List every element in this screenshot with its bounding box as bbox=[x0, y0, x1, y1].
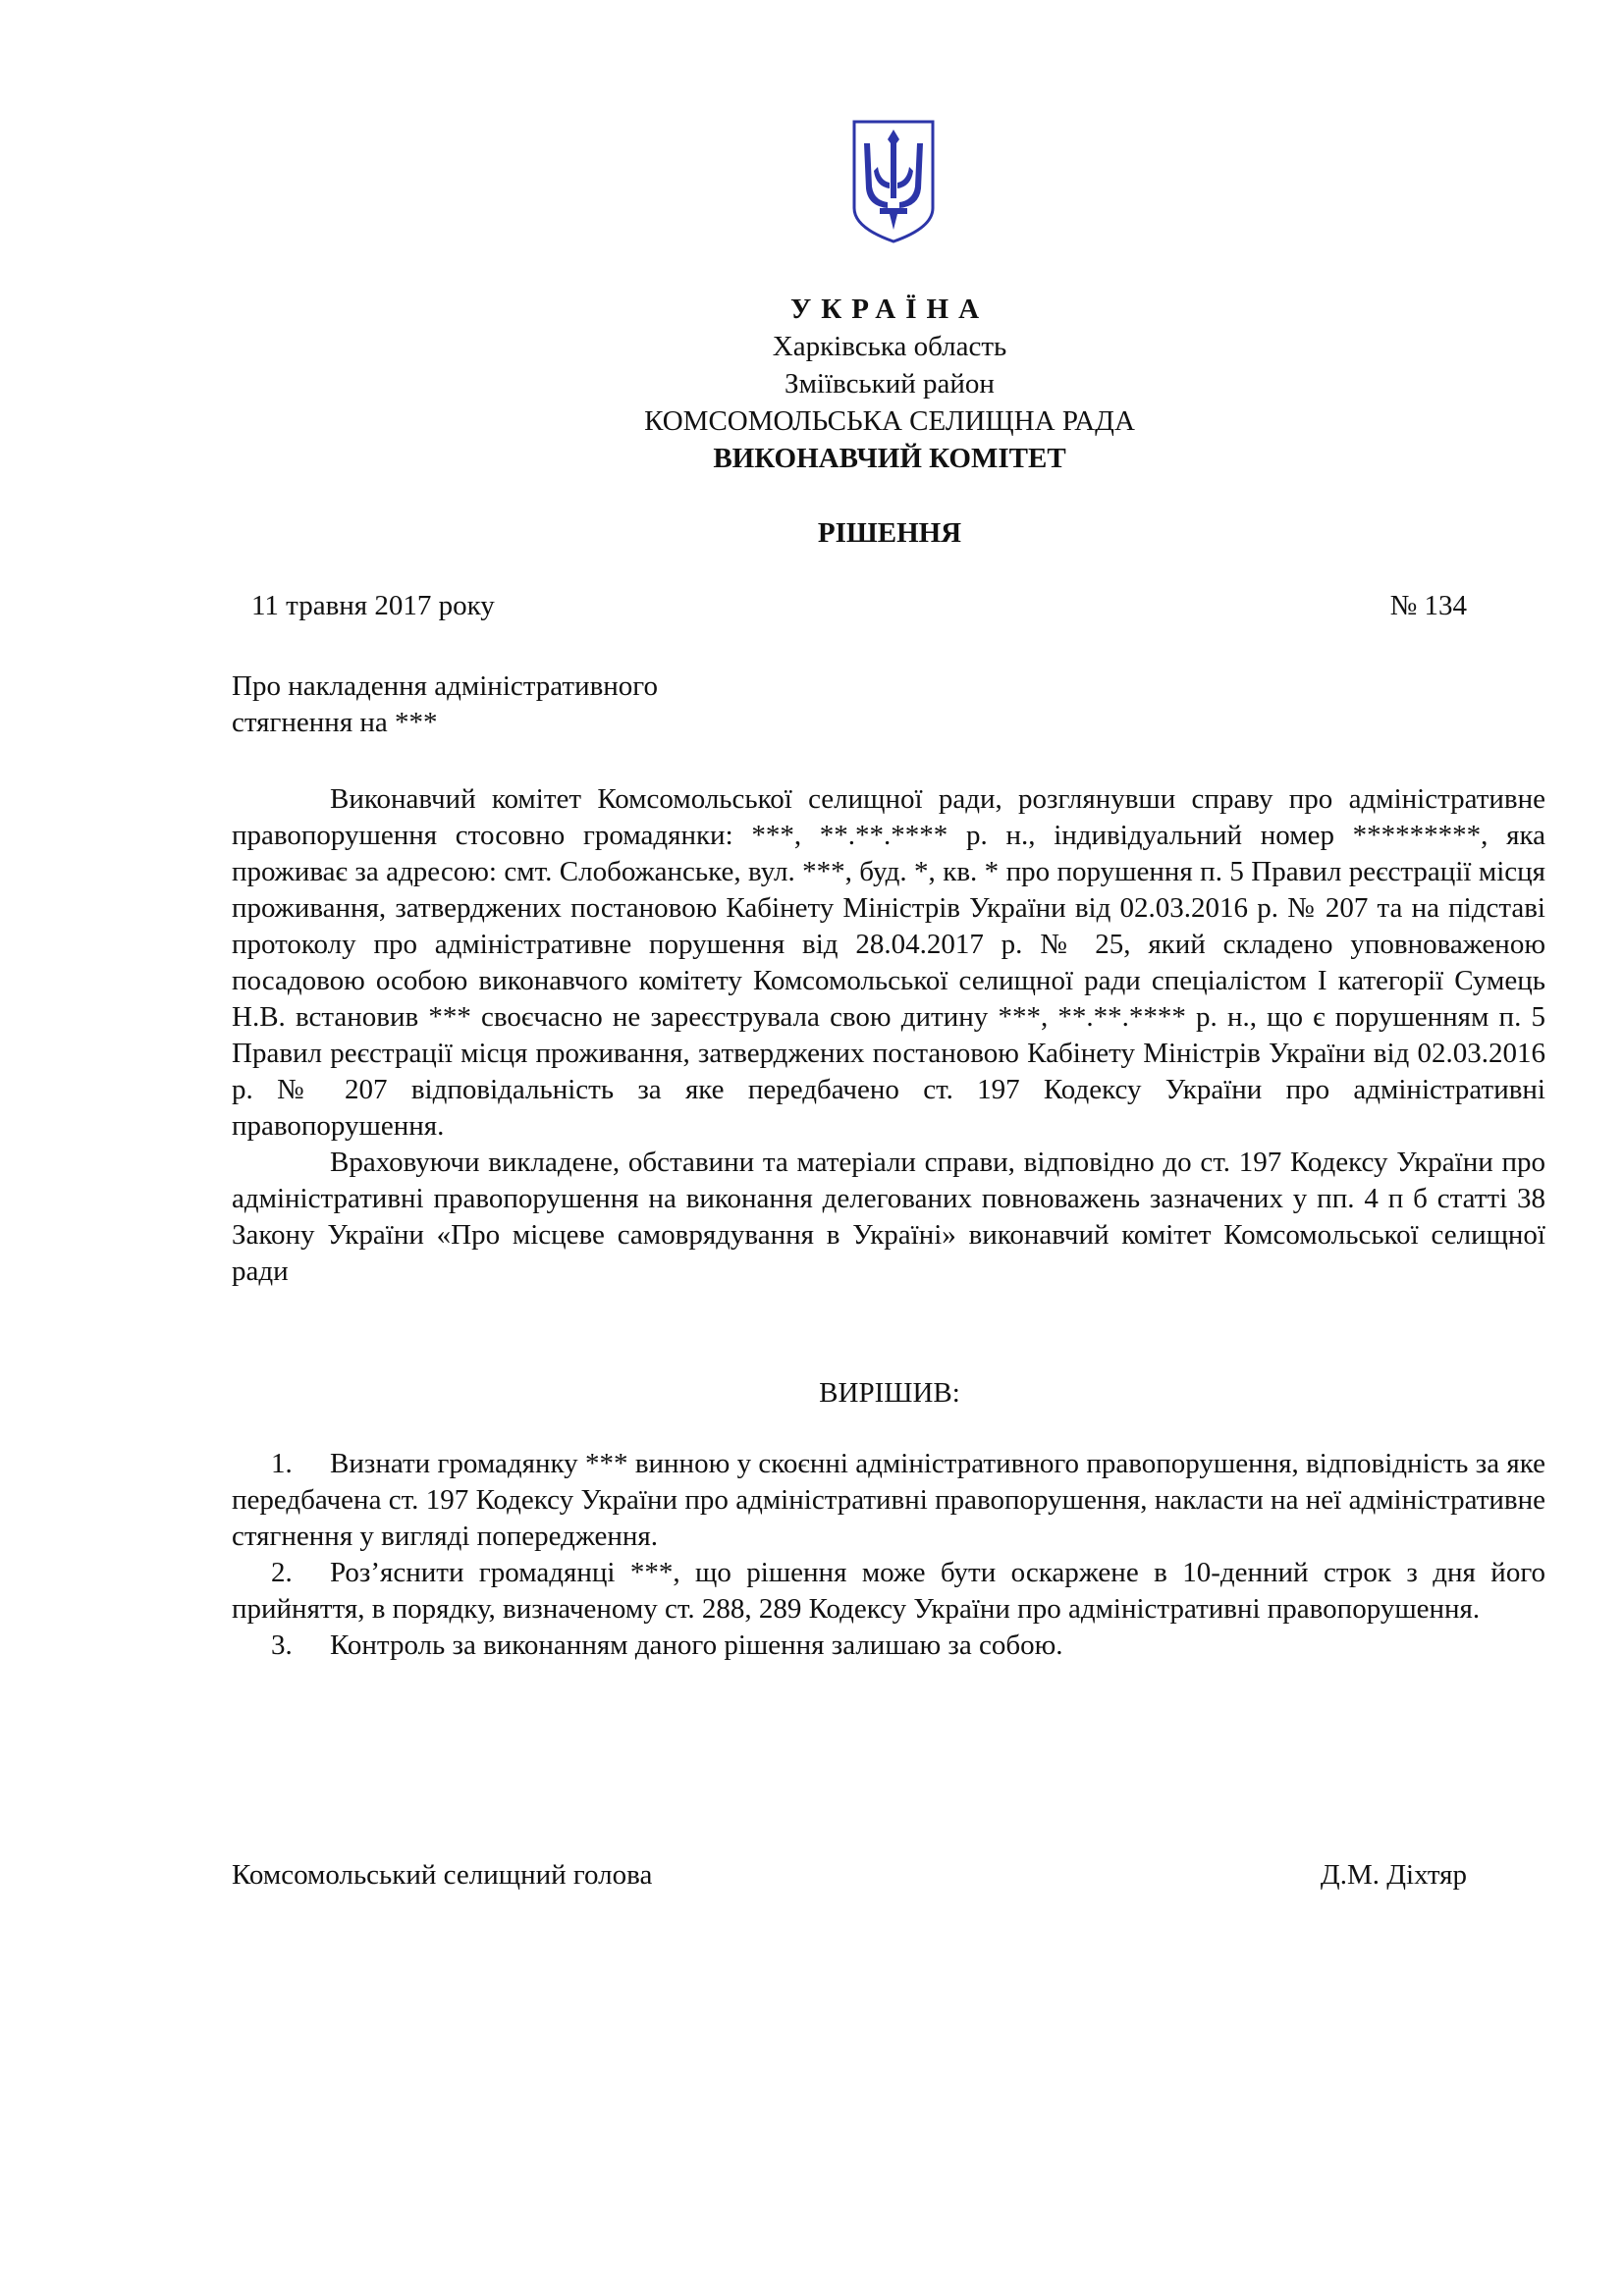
item-text: Контроль за виконанням даного рішення залишаю за собою. bbox=[330, 1629, 1063, 1661]
body-paragraph-2: Враховуючи викладене, обставини та матеріали справи, відповідно до ст. 197 Кодексу України про адміністративні правопорушення на виконання делегованих повноважень зазначених у пп. 4 п б статті 38 Закону України «Про місцеве самоврядування в Україні» виконавчий комітет Комсомольської селищної ради bbox=[232, 1147, 1545, 1287]
item-number: 2. bbox=[271, 1557, 293, 1588]
signatory-name: Д.М. Діхтяр bbox=[1320, 1859, 1467, 1891]
body-paragraph-1: Виконавчий комітет Комсомольської селищної ради, розглянувши справу про адміністративне правопорушення стосовно громадянки: ***, **.**.**** р. н., індивідуальний номер *********, яка проживає за адресою: смт. Слобожанське, вул. ***, буд. *, кв. * про порушення п. 5 Правил реєстрації місця проживання, затверджених постановою Кабінету Міністрів України від 02.03.2016 р. № 207 та на підставі протоколу про адміністративне порушення від 28.04.2017 р. № 25, який складено уповноваженою посадовою особою виконавчого комітету Комсомольської селищної ради спеціалістом І категорії Сумець Н.В. встановив *** своєчасно не зареєструвала свою дитину ***, **.**.**** р. н., що є порушенням п. 5 Правил реєстрації місця проживання, затверджених постановою Кабінету Міністрів України від 02.03.2016 р. № 207 відповідальність за яке передбачено ст. 197 Кодексу України про адміністративні правопорушення. bbox=[232, 783, 1545, 1142]
subject-line-1: Про накладення адміністративного bbox=[232, 670, 658, 702]
item-number: 1. bbox=[271, 1448, 293, 1479]
decision-item bbox=[232, 1628, 1545, 1664]
resolved-heading: ВИРІШИВ: bbox=[819, 1377, 960, 1409]
decision-item bbox=[232, 1555, 1545, 1628]
document-subject bbox=[232, 668, 658, 741]
country-name: УКРАЇНА bbox=[789, 294, 990, 325]
document-number: № 134 bbox=[1389, 590, 1467, 621]
item-text: Роз’яснити громадянці ***, що рішення може бути оскаржене в 10-денний строк з дня його прийняття, в порядку, визначеному ст. 288, 289 Кодексу України про адміністративні правопорушення. bbox=[232, 1557, 1545, 1625]
document-body bbox=[232, 781, 1545, 1290]
council-name: КОМСОМОЛЬСЬКА СЕЛИЩНА РАДА bbox=[644, 405, 1135, 437]
region-name: Харківська область bbox=[772, 331, 1007, 362]
document-date: 11 травня 2017 року bbox=[251, 590, 495, 621]
district-name: Зміївський район bbox=[785, 368, 995, 400]
decision-item bbox=[232, 1446, 1545, 1555]
signatory-title: Комсомольський селищний голова bbox=[232, 1859, 653, 1891]
letterhead bbox=[0, 291, 1624, 477]
decision-items-list bbox=[232, 1446, 1545, 1664]
item-text: Визнати громадянку *** винною у скоєнні адміністративного правопорушення, відповідність за яке передбачена ст. 197 Кодексу України про адміністративні правопорушення, накласти на неї адміністративне стягнення у вигляді попередження. bbox=[232, 1448, 1545, 1552]
document-type-title: РІШЕННЯ bbox=[817, 517, 962, 549]
item-number: 3. bbox=[271, 1629, 293, 1661]
committee-name: ВИКОНАВЧИЙ КОМІТЕТ bbox=[713, 443, 1066, 474]
subject-line-2: стягнення на *** bbox=[232, 707, 438, 738]
trident-coat-of-arms-icon bbox=[850, 118, 937, 245]
